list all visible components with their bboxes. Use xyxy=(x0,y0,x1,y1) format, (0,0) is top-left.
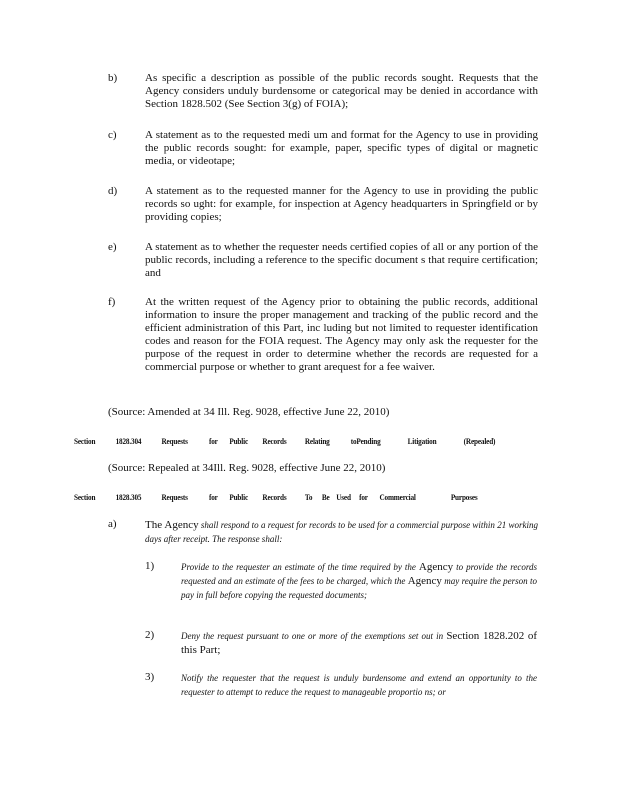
agency-word: Agency xyxy=(407,575,442,587)
item-label: f) xyxy=(108,296,116,308)
lead-prefix: The xyxy=(145,519,163,531)
sub-item-text xyxy=(181,629,537,657)
heading-word: for xyxy=(359,492,368,502)
item-text: As specific a description as possible of the public records sought. Requests that the Agency considers unduly burdensome or categorical may be denied in accordance with Section 1828.502 (See Section 3(g) of FOIA); xyxy=(145,72,538,110)
item-label: e) xyxy=(108,241,117,253)
heading-word: Used xyxy=(336,492,351,502)
agency-word: Agency xyxy=(418,561,454,573)
heading-word: Relating xyxy=(304,436,330,446)
source-note-amended: (Source: Amended at 34 Ill. Reg. 9028, effective June 22, 2010) xyxy=(108,406,390,418)
sub-item-1 xyxy=(145,560,537,602)
heading-word: (Repealed) xyxy=(463,436,496,446)
sub-text: may require the person to pay in full before copying the requested documents; xyxy=(181,576,538,600)
heading-word: Be xyxy=(321,492,330,502)
heading-word: Public xyxy=(229,492,248,502)
section-number: 1828.305 xyxy=(115,492,142,502)
heading-word: for xyxy=(208,492,218,502)
sub-item-text xyxy=(181,560,537,602)
item-label: d) xyxy=(108,185,118,197)
section-reference: Section 1828.202 of this Part; xyxy=(181,630,538,656)
list-item-b xyxy=(108,72,538,111)
lead-text: shall respond to a request for records to be used for a commercial purpose within 21 working days after receipt. The response shall: xyxy=(145,520,538,544)
heading-word: for xyxy=(208,436,218,446)
item-label: a) xyxy=(108,518,117,530)
heading-word: toPending xyxy=(350,436,381,446)
item-label: c) xyxy=(108,129,117,141)
list-item-f xyxy=(108,296,538,374)
item-text: A statement as to the requested medi um and format for the Agency to use in providing the public records sought: for example, paper, specific types of digital or magnetic media, or videotape; xyxy=(145,129,538,167)
heading-word: Commercial xyxy=(379,492,416,502)
list-item-d xyxy=(108,185,538,224)
sub-item-label: 2) xyxy=(145,629,155,641)
sub-item-3 xyxy=(145,671,537,699)
sub-item-text: Notify the requester that the request is unduly burdensome and extend an opportunity to the requester to attempt to reduce the request to manageable proportio ns; or xyxy=(181,673,537,697)
sub-item-label: 1) xyxy=(145,560,155,572)
item-label: b) xyxy=(108,72,118,84)
heading-word: Requests xyxy=(161,436,188,446)
section-word: Section xyxy=(74,436,96,446)
source-note-repealed: (Source: Repealed at 34Ill. Reg. 9028, effective June 22, 2010) xyxy=(108,462,386,474)
heading-word: Records xyxy=(262,492,287,502)
sub-text: Provide to the requester an estimate of the time required by the xyxy=(181,562,416,572)
list-item-c xyxy=(108,129,538,168)
section-word: Section xyxy=(74,492,96,502)
sub-text: to provide the records requested and an estimate of the fees to be charged, which the xyxy=(181,562,538,586)
heading-word: Records xyxy=(262,436,287,446)
list-item-a xyxy=(108,518,538,546)
section-heading-304 xyxy=(74,436,496,446)
item-text: A statement as to whether the requester needs certified copies of all or any portion of the public records, including a reference to the specific document s that require certification; and xyxy=(145,241,538,279)
section-heading-305 xyxy=(74,492,482,502)
sub-item-label: 3) xyxy=(145,671,155,683)
sub-text: Deny the request pursuant to one or more of the exemptions set out in xyxy=(181,631,444,641)
item-text: At the written request of the Agency prior to obtaining the public records, additional information to insure the proper management and tracking of the public record and the efficient administration of this Part, inc luding but not limited to requester identification codes and reason for the FOIA request. The Agency may only ask the requester for the purpose of the request in order to determine whether the records are requested for a commercial purpose or whether to grant arequest for a fee waiver. xyxy=(145,296,538,373)
heading-word: Public xyxy=(229,436,248,446)
item-text: A statement as to the requested manner for the Agency to use in providing the public records so ught: for example, for inspection at Agency headquarters in Springfield or by providing copies; xyxy=(145,185,538,223)
list-item-e xyxy=(108,241,538,280)
heading-word: Litigation xyxy=(407,436,437,446)
sub-item-2 xyxy=(145,629,537,657)
item-text xyxy=(145,518,538,546)
heading-word: Purposes xyxy=(450,492,478,502)
agency-word: Agency xyxy=(164,519,199,531)
section-number: 1828.304 xyxy=(115,436,142,446)
heading-word: To xyxy=(304,492,313,502)
heading-word: Requests xyxy=(161,492,188,502)
